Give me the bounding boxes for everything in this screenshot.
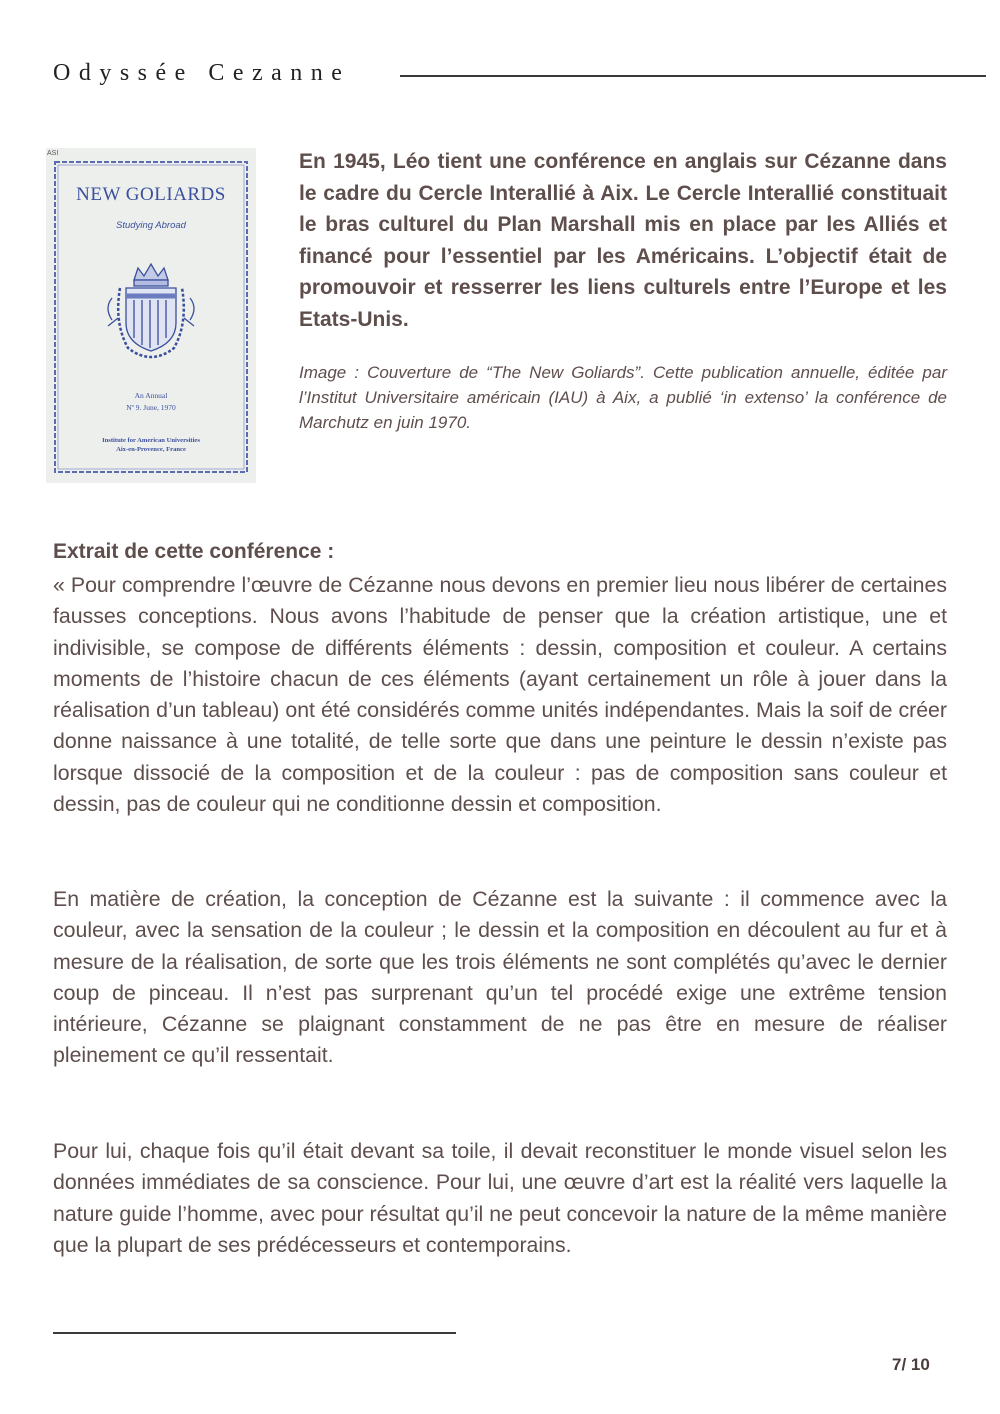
footer-divider xyxy=(53,1332,456,1334)
cover-subtitle: Studying Abroad xyxy=(116,220,186,231)
cover-illustration xyxy=(46,148,256,483)
intro-paragraph: En 1945, Léo tient une conférence en anglais sur Cézanne dans le cadre du Cercle Interallié à Aix. Le Cercle Interallié constituait le bras culturel du Plan Marshall mis en place par les Alliés et financé pour l’essentiel par les Américains. L’objectif était de promouvoir et resserrer les liens culturels entre l’Europe et les Etats-Unis. xyxy=(299,150,947,331)
header-divider xyxy=(400,75,986,77)
page-number: 7/ 10 xyxy=(892,1355,930,1374)
cover-publisher-line2: Aix-en-Provence, France xyxy=(116,446,186,453)
cover-issue: Nº 9. June, 1970 xyxy=(126,403,176,412)
extract-heading: Extrait de cette conférence : xyxy=(53,540,335,563)
extract-paragraph-3: Pour lui, chaque fois qu’il était devant sa toile, il devait reconstituer le monde visuel selon les données immédiates de sa conscience. Pour lui, une œuvre d’art est la réalité vers laquelle la nature guide l’homme, avec pour résultat qu’il ne peut concevoir la nature de la même manière que la plupart de ses prédécesseurs et contemporains. xyxy=(53,1139,947,1257)
cover-publisher-line1: Institute for American Universities xyxy=(102,437,200,444)
cover-corner-mark: ASI xyxy=(47,150,59,157)
new-goliards-cover-image xyxy=(46,148,256,483)
cover-title: NEW GOLIARDS xyxy=(76,184,226,205)
extract-paragraph-1: « Pour comprendre l’œuvre de Cézanne nous devons en premier lieu nous libérer de certaines fausses conceptions. Nous avons l’habitude de penser que la création artistique, une et indivisible, se compose de différents éléments : dessin, composition et couleur. A certains moments de l’histoire chacun de ces éléments (ayant certainement un rôle à jouer dans la réalisation d’un tableau) ont été considérés comme unités indépendantes. Mais la soif de créer donne naissance à une totalité, de telle sorte que dans une peinture le dessin n’existe pas lorsque dissocié de la composition et de la couleur : pas de composition sans couleur et dessin, pas de couleur qui ne conditionne dessin et composition. xyxy=(53,573,947,817)
brand-title: Odyssée Cezanne xyxy=(53,60,351,86)
extract-paragraph-2: En matière de création, la conception de Cézanne est la suivante : il commence avec la couleur, avec la sensation de la couleur ; le dessin et la composition en découlent au fur et à mesure de la réalisation, de sorte que les trois éléments ne sont complétés qu’avec le dernier coup de pinceau. Il n’est pas surprenant qu’un tel procédé exige une extrême tension intérieure, Cézanne se plaignant constamment de ne pas être en mesure de réaliser pleinement ce qu’il ressentait. xyxy=(53,887,947,1068)
cover-annual: An Annual xyxy=(134,391,168,400)
image-caption: Image : Couverture de “The New Goliards”. Cette publication annuelle, éditée par l’Institut Universitaire américain (IAU) à Aix, a publié ‘in extenso’ la conférence de Marchutz en juin 1970. xyxy=(299,363,947,432)
